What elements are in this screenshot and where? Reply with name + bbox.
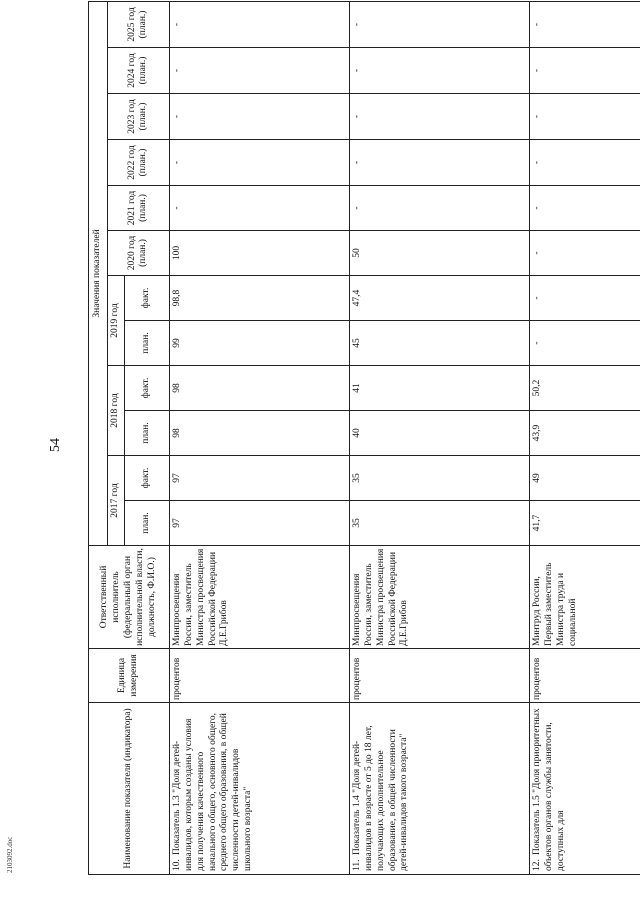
value-2020: - [529, 231, 640, 276]
value-2022: - [529, 140, 640, 186]
indicator-name: Показатель 1.3 "Доля детей-инвалидов, которым созданы условия для получения качественного начального общего, основного общего, среднего общего образования, в общей численности детей-инвалидов школьного возраста" [171, 712, 254, 871]
value-2017-plan: 97 [169, 501, 349, 546]
value-2025: - [529, 1, 640, 47]
row-index: 11. [351, 859, 362, 871]
header-unit: Единица измерения [89, 649, 170, 703]
header-responsible: Ответственный исполнитель (федеральный орган исполнительной власти, должность, Ф.И.О.) [89, 546, 170, 649]
table-row [529, 1, 640, 874]
value-2022: - [169, 140, 349, 186]
value-2022: - [349, 140, 529, 186]
header-2017-fact: факт. [124, 456, 169, 501]
value-2025: - [169, 1, 349, 47]
page-number: 54 [48, 438, 63, 452]
header-year-2019: 2019 год [108, 276, 125, 366]
indicator-name-cell [169, 703, 349, 875]
indicator-name-cell [349, 703, 529, 875]
document-filename: 2103092.doc [6, 836, 14, 873]
header-year-2025: 2025 год (план.) [108, 1, 170, 47]
value-2019-plan: 45 [349, 321, 529, 366]
indicator-name: Показатель 1.5 "Доля приоритетных объектов органов службы занятости, доступных для [531, 708, 566, 871]
unit-cell: процентов [169, 649, 349, 703]
value-2018-plan: 98 [169, 411, 349, 456]
header-2018-fact: факт. [124, 366, 169, 411]
header-indicator-name: Наименование показателя (индикатора) [89, 703, 170, 875]
value-2017-fact: 97 [169, 456, 349, 501]
header-2019-plan: план. [124, 321, 169, 366]
header-year-2023: 2023 год (план.) [108, 94, 170, 140]
responsible-cell: Минпросвещения России, заместитель Министра просвещения Российской Федерации Д.Е.Грибов [349, 546, 529, 649]
header-year-2018: 2018 год [108, 366, 125, 456]
value-2024: - [169, 48, 349, 94]
header-year-2021: 2021 год (план.) [108, 186, 170, 231]
unit-cell: процентов [529, 649, 640, 703]
value-2024: - [529, 48, 640, 94]
value-2018-fact: 50,2 [529, 366, 640, 411]
value-2018-fact: 41 [349, 366, 529, 411]
indicators-table [88, 1, 640, 875]
value-2018-plan: 43,9 [529, 411, 640, 456]
header-2017-plan: план. [124, 501, 169, 546]
value-2019-fact: - [529, 276, 640, 321]
indicator-name: Показатель 1.4 "Доля детей-инвалидов в возрасте от 5 до 18 лет, получающих дополнительное образование, в общей численности детей-инвалидов такого возраста" [351, 725, 410, 871]
value-2025: - [349, 1, 529, 47]
value-2017-plan: 35 [349, 501, 529, 546]
responsible-cell: Минтруд России, Первый заместитель Министра труда и социальной [529, 546, 640, 649]
value-2023: - [529, 94, 640, 140]
value-2023: - [349, 94, 529, 140]
header-year-2022: 2022 год (план.) [108, 140, 170, 186]
header-2019-fact: факт. [124, 276, 169, 321]
header-year-2024: 2024 год (план.) [108, 48, 170, 94]
value-2018-fact: 98 [169, 366, 349, 411]
value-2017-fact: 35 [349, 456, 529, 501]
value-2023: - [169, 94, 349, 140]
table-row [169, 1, 349, 874]
value-2019-fact: 47,4 [349, 276, 529, 321]
value-2019-fact: 98,8 [169, 276, 349, 321]
value-2024: - [349, 48, 529, 94]
header-year-2020: 2020 год (план.) [108, 231, 170, 276]
table-row [349, 1, 529, 874]
value-2021: - [169, 186, 349, 231]
row-index: 12. [531, 859, 542, 871]
header-year-2017: 2017 год [108, 456, 125, 546]
value-2021: - [529, 186, 640, 231]
unit-cell: процентов [349, 649, 529, 703]
value-2020: 100 [169, 231, 349, 276]
indicator-name-cell [529, 703, 640, 875]
value-2020: 50 [349, 231, 529, 276]
value-2017-plan: 41,7 [529, 501, 640, 546]
value-2021: - [349, 186, 529, 231]
header-values-group: Значения показателей [89, 1, 108, 545]
value-2018-plan: 40 [349, 411, 529, 456]
header-2018-plan: план. [124, 411, 169, 456]
value-2019-plan: 99 [169, 321, 349, 366]
value-2017-fact: 49 [529, 456, 640, 501]
responsible-cell: Минпросвещения России, заместитель Министра просвещения Российской Федерации Д.Е.Грибов [169, 546, 349, 649]
row-index: 10. [171, 859, 182, 871]
value-2019-plan: - [529, 321, 640, 366]
